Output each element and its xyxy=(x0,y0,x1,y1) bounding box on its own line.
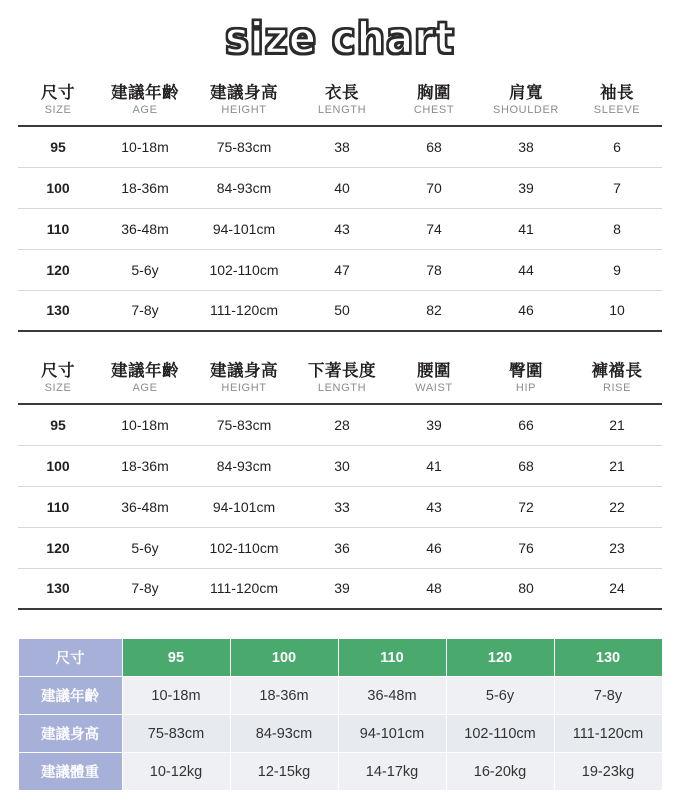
summary-row-age xyxy=(18,677,662,715)
cell-age: 36-48m xyxy=(98,486,192,527)
header-cn: 建議年齡 xyxy=(111,362,179,380)
header-cell-chest xyxy=(388,78,480,126)
cell-hip: 68 xyxy=(480,445,572,486)
summary-cell: 36-48m xyxy=(338,677,446,715)
summary-cell: 94-101cm xyxy=(338,715,446,753)
summary-table xyxy=(18,638,663,791)
summary-row-height xyxy=(18,715,662,753)
summary-corner-label: 尺寸 xyxy=(18,639,122,677)
header-en: LENGTH xyxy=(317,382,367,394)
cell-length: 50 xyxy=(296,290,388,331)
cell-height: 102-110cm xyxy=(192,527,296,568)
header-en: SLEEVE xyxy=(593,104,641,116)
summary-cell: 16-20kg xyxy=(446,753,554,791)
cell-height: 111-120cm xyxy=(192,568,296,609)
cell-length: 39 xyxy=(296,568,388,609)
header-en: SHOULDER xyxy=(493,104,559,116)
summary-cell: 10-12kg xyxy=(122,753,230,791)
summary-cell: 75-83cm xyxy=(122,715,230,753)
cell-sleeve: 6 xyxy=(572,126,662,167)
cell-size: 120 xyxy=(18,527,98,568)
cell-chest: 74 xyxy=(388,208,480,249)
header-en: HIP xyxy=(515,382,537,394)
header-cn: 腰圍 xyxy=(417,362,451,380)
header-en: WAIST xyxy=(415,382,453,394)
cell-size: 120 xyxy=(18,249,98,290)
header-en: HEIGHT xyxy=(221,104,267,116)
cell-rise: 22 xyxy=(572,486,662,527)
summary-cell: 14-17kg xyxy=(338,753,446,791)
header-cell-size xyxy=(18,356,98,404)
cell-sleeve: 10 xyxy=(572,290,662,331)
header-cell-hip xyxy=(480,356,572,404)
table-row xyxy=(18,486,662,527)
summary-row-label: 建議身高 xyxy=(18,715,122,753)
header-cn: 建議身高 xyxy=(210,362,278,380)
header-cell-rise xyxy=(572,356,662,404)
summary-cell: 111-120cm xyxy=(554,715,662,753)
cell-height: 94-101cm xyxy=(192,208,296,249)
table-row xyxy=(18,568,662,609)
table-row xyxy=(18,404,662,445)
header-cn: 尺寸 xyxy=(41,362,75,380)
top-size-table xyxy=(18,78,662,332)
header-en: AGE xyxy=(132,104,158,116)
cell-length: 38 xyxy=(296,126,388,167)
table-header-row xyxy=(18,78,662,126)
header-cell-waist xyxy=(388,356,480,404)
cell-length: 43 xyxy=(296,208,388,249)
cell-shoulder: 41 xyxy=(480,208,572,249)
header-cell-shoulder xyxy=(480,78,572,126)
cell-waist: 39 xyxy=(388,404,480,445)
summary-size-100: 100 xyxy=(230,639,338,677)
summary-size-120: 120 xyxy=(446,639,554,677)
header-en: HEIGHT xyxy=(221,382,267,394)
cell-age: 5-6y xyxy=(98,249,192,290)
summary-cell: 5-6y xyxy=(446,677,554,715)
cell-age: 7-8y xyxy=(98,290,192,331)
cell-length: 28 xyxy=(296,404,388,445)
table-row xyxy=(18,527,662,568)
cell-age: 10-18m xyxy=(98,126,192,167)
cell-chest: 82 xyxy=(388,290,480,331)
cell-shoulder: 39 xyxy=(480,167,572,208)
summary-row-label: 建議年齡 xyxy=(18,677,122,715)
header-en: CHEST xyxy=(413,104,455,116)
cell-height: 84-93cm xyxy=(192,167,296,208)
cell-hip: 72 xyxy=(480,486,572,527)
table-row xyxy=(18,208,662,249)
cell-size: 100 xyxy=(18,445,98,486)
summary-cell: 19-23kg xyxy=(554,753,662,791)
cell-size: 110 xyxy=(18,486,98,527)
cell-height: 75-83cm xyxy=(192,404,296,445)
header-en: SIZE xyxy=(44,104,72,116)
header-cell-height xyxy=(192,78,296,126)
cell-size: 95 xyxy=(18,404,98,445)
cell-hip: 80 xyxy=(480,568,572,609)
cell-age: 18-36m xyxy=(98,167,192,208)
summary-cell: 18-36m xyxy=(230,677,338,715)
header-en: SIZE xyxy=(44,382,72,394)
table-row xyxy=(18,445,662,486)
title-block xyxy=(0,0,680,78)
cell-shoulder: 38 xyxy=(480,126,572,167)
cell-waist: 48 xyxy=(388,568,480,609)
header-cell-age xyxy=(98,78,192,126)
table-row xyxy=(18,290,662,331)
cell-age: 7-8y xyxy=(98,568,192,609)
header-cn: 建議年齡 xyxy=(111,84,179,102)
cell-height: 111-120cm xyxy=(192,290,296,331)
summary-cell: 84-93cm xyxy=(230,715,338,753)
summary-size-95: 95 xyxy=(122,639,230,677)
cell-chest: 70 xyxy=(388,167,480,208)
header-cell-size xyxy=(18,78,98,126)
cell-shoulder: 44 xyxy=(480,249,572,290)
summary-cell: 102-110cm xyxy=(446,715,554,753)
header-cell-sleeve xyxy=(572,78,662,126)
cell-length: 40 xyxy=(296,167,388,208)
header-en: AGE xyxy=(132,382,158,394)
cell-chest: 68 xyxy=(388,126,480,167)
header-en: RISE xyxy=(602,382,632,394)
cell-age: 10-18m xyxy=(98,404,192,445)
summary-cell: 7-8y xyxy=(554,677,662,715)
summary-size-110: 110 xyxy=(338,639,446,677)
cell-waist: 41 xyxy=(388,445,480,486)
header-cn: 褲襠長 xyxy=(591,362,643,380)
table-row xyxy=(18,126,662,167)
cell-height: 102-110cm xyxy=(192,249,296,290)
summary-cell: 10-18m xyxy=(122,677,230,715)
header-cn: 胸圍 xyxy=(417,84,451,102)
cell-waist: 46 xyxy=(388,527,480,568)
header-cn: 袖長 xyxy=(600,84,634,102)
cell-size: 130 xyxy=(18,568,98,609)
cell-hip: 66 xyxy=(480,404,572,445)
bottom-size-table xyxy=(18,356,662,610)
cell-size: 100 xyxy=(18,167,98,208)
cell-length: 47 xyxy=(296,249,388,290)
cell-size: 130 xyxy=(18,290,98,331)
table-row xyxy=(18,167,662,208)
header-en: LENGTH xyxy=(317,104,367,116)
cell-age: 18-36m xyxy=(98,445,192,486)
cell-age: 5-6y xyxy=(98,527,192,568)
cell-sleeve: 7 xyxy=(572,167,662,208)
summary-size-130: 130 xyxy=(554,639,662,677)
cell-waist: 43 xyxy=(388,486,480,527)
header-cn: 尺寸 xyxy=(41,84,75,102)
cell-rise: 21 xyxy=(572,445,662,486)
cell-height: 84-93cm xyxy=(192,445,296,486)
cell-height: 75-83cm xyxy=(192,126,296,167)
summary-row-weight xyxy=(18,753,662,791)
cell-age: 36-48m xyxy=(98,208,192,249)
cell-sleeve: 9 xyxy=(572,249,662,290)
summary-header-row xyxy=(18,639,662,677)
cell-rise: 24 xyxy=(572,568,662,609)
cell-length: 33 xyxy=(296,486,388,527)
page-title: size chart xyxy=(225,14,455,64)
cell-size: 95 xyxy=(18,126,98,167)
cell-size: 110 xyxy=(18,208,98,249)
summary-row-label: 建議體重 xyxy=(18,753,122,791)
header-cn: 下著長度 xyxy=(308,362,376,380)
cell-sleeve: 8 xyxy=(572,208,662,249)
table-row xyxy=(18,249,662,290)
header-cn: 衣長 xyxy=(325,84,359,102)
header-cn: 臀圍 xyxy=(509,362,543,380)
header-cell-length xyxy=(296,78,388,126)
table-header-row xyxy=(18,356,662,404)
header-cn: 肩寬 xyxy=(509,84,543,102)
header-cell-length xyxy=(296,356,388,404)
header-cn: 建議身高 xyxy=(210,84,278,102)
cell-chest: 78 xyxy=(388,249,480,290)
summary-cell: 12-15kg xyxy=(230,753,338,791)
cell-height: 94-101cm xyxy=(192,486,296,527)
cell-length: 30 xyxy=(296,445,388,486)
section-gap xyxy=(0,610,680,638)
section-gap xyxy=(0,332,680,356)
header-cell-age xyxy=(98,356,192,404)
cell-length: 36 xyxy=(296,527,388,568)
cell-rise: 21 xyxy=(572,404,662,445)
cell-shoulder: 46 xyxy=(480,290,572,331)
cell-rise: 23 xyxy=(572,527,662,568)
cell-hip: 76 xyxy=(480,527,572,568)
header-cell-height xyxy=(192,356,296,404)
